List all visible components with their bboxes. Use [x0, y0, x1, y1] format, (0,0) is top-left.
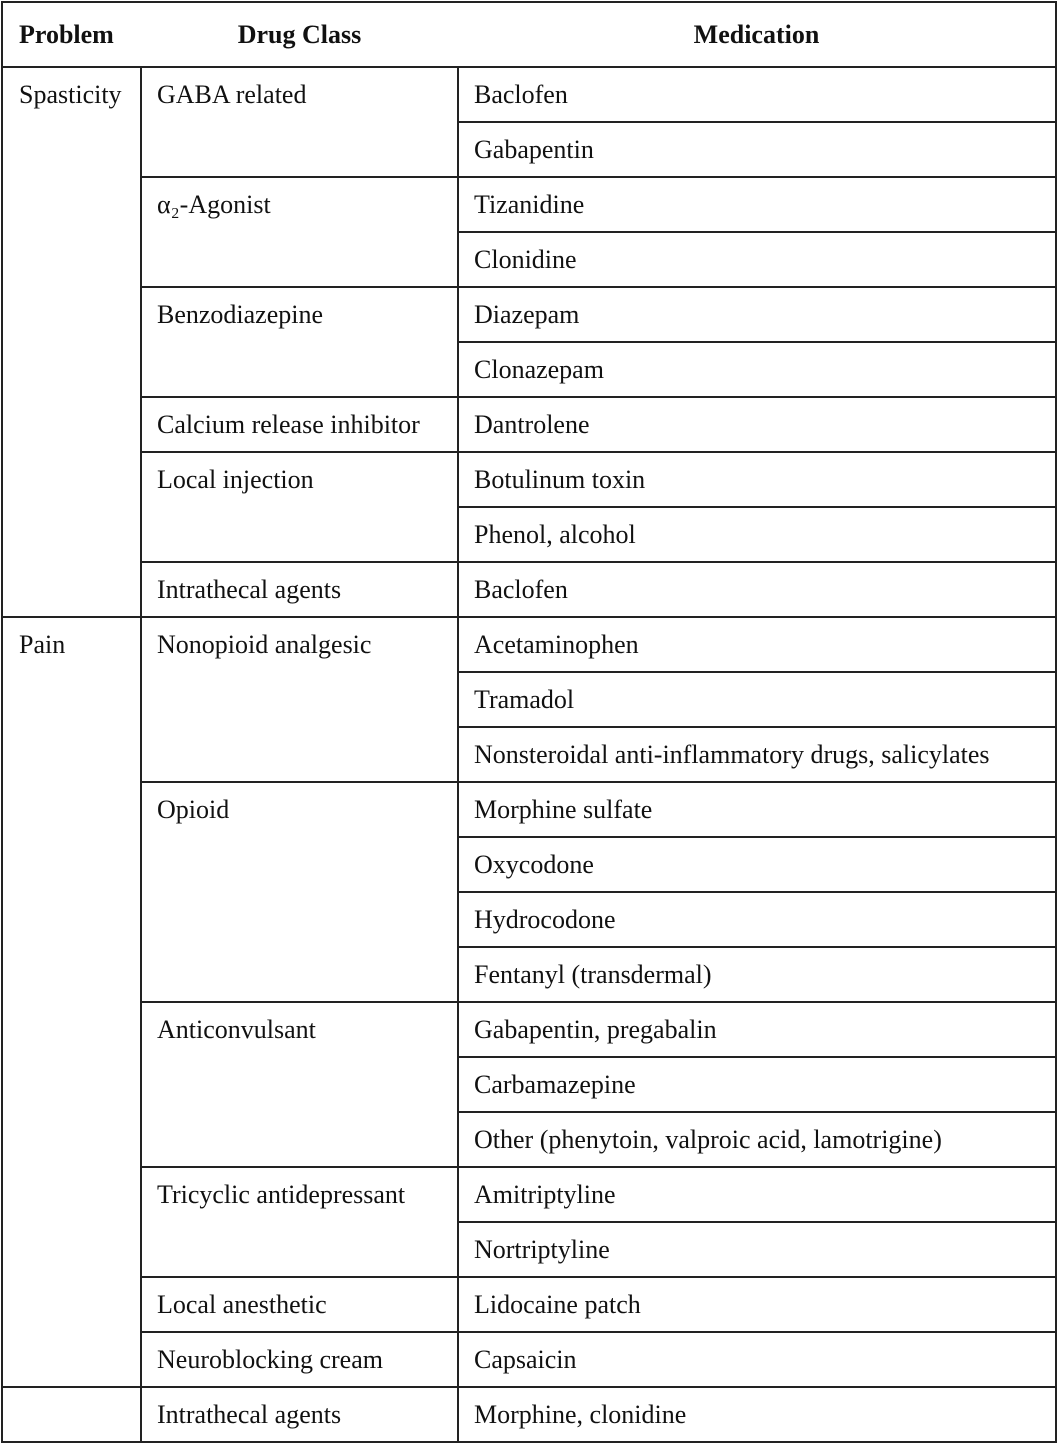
- header-row: [2, 2, 1056, 67]
- drug-class-cell: Benzodiazepine: [141, 287, 458, 397]
- header-problem: Problem: [2, 2, 141, 67]
- table-row: [2, 1002, 1056, 1057]
- drug-class-cell: Neuroblocking cream: [141, 1332, 458, 1387]
- medication-cell: Clonidine: [458, 232, 1056, 287]
- drug-class-cell: Intrathecal agents: [141, 562, 458, 617]
- medication-cell: Acetaminophen: [458, 617, 1056, 672]
- table-row: [2, 1387, 1056, 1442]
- table-body: [2, 67, 1056, 1442]
- medication-cell: Clonazepam: [458, 342, 1056, 397]
- medication-cell: Gabapentin, pregabalin: [458, 1002, 1056, 1057]
- drug-class-cell: Intrathecal agents: [141, 1387, 458, 1442]
- table-row: [2, 287, 1056, 342]
- medication-cell: Morphine sulfate: [458, 782, 1056, 837]
- medication-cell: Morphine, clonidine: [458, 1387, 1056, 1442]
- medication-cell: Tizanidine: [458, 177, 1056, 232]
- medication-cell: Gabapentin: [458, 122, 1056, 177]
- medication-cell: Lidocaine patch: [458, 1277, 1056, 1332]
- table-row: [2, 452, 1056, 507]
- medication-cell: Hydrocodone: [458, 892, 1056, 947]
- medication-cell: Baclofen: [458, 67, 1056, 122]
- drug-class-cell: α₂-Agonist: [141, 177, 458, 287]
- medication-cell: Tramadol: [458, 672, 1056, 727]
- table-row: [2, 397, 1056, 452]
- medication-cell: Capsaicin: [458, 1332, 1056, 1387]
- medication-cell: Phenol, alcohol: [458, 507, 1056, 562]
- medication-cell: Other (phenytoin, valproic acid, lamotrigine): [458, 1112, 1056, 1167]
- table-row: [2, 782, 1056, 837]
- medication-cell: Amitriptyline: [458, 1167, 1056, 1222]
- medication-table: [1, 1, 1057, 1443]
- drug-class-cell: Anticonvulsant: [141, 1002, 458, 1167]
- medication-cell: Botulinum toxin: [458, 452, 1056, 507]
- problem-cell: Spasticity: [2, 67, 141, 617]
- medication-cell: Nortriptyline: [458, 1222, 1056, 1277]
- drug-class-cell: GABA related: [141, 67, 458, 177]
- drug-class-cell: Nonopioid analgesic: [141, 617, 458, 782]
- table-row: [2, 1332, 1056, 1387]
- drug-class-cell: Local anesthetic: [141, 1277, 458, 1332]
- problem-cell: [2, 1387, 141, 1442]
- medication-cell: Carbamazepine: [458, 1057, 1056, 1112]
- table-row: [2, 1167, 1056, 1222]
- drug-class-cell: Tricyclic antidepressant: [141, 1167, 458, 1277]
- table-row: [2, 67, 1056, 122]
- table-row: [2, 562, 1056, 617]
- medication-cell: Dantrolene: [458, 397, 1056, 452]
- drug-class-cell: Calcium release inhibitor: [141, 397, 458, 452]
- header-medication: Medication: [458, 2, 1056, 67]
- table-row: [2, 1277, 1056, 1332]
- medication-cell: Nonsteroidal anti-inflammatory drugs, salicylates: [458, 727, 1056, 782]
- medication-cell: Oxycodone: [458, 837, 1056, 892]
- medication-cell: Diazepam: [458, 287, 1056, 342]
- table-row: [2, 177, 1056, 232]
- drug-class-cell: Local injection: [141, 452, 458, 562]
- table-row: [2, 617, 1056, 672]
- medication-cell: Baclofen: [458, 562, 1056, 617]
- drug-class-cell: Opioid: [141, 782, 458, 1002]
- medication-cell: Fentanyl (transdermal): [458, 947, 1056, 1002]
- problem-cell: Pain: [2, 617, 141, 1387]
- header-drug-class: Drug Class: [141, 2, 458, 67]
